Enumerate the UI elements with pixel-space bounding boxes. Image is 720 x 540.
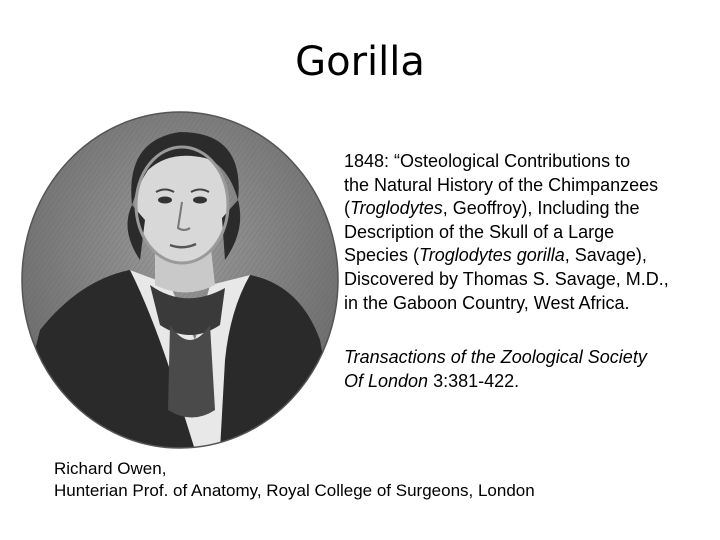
citation-line: (Troglodytes, Geoffroy), Including the [344,198,640,219]
citation-line: Description of the Skull of a Large [344,221,615,242]
citation-line: Discovered by Thomas S. Savage, M.D., [344,268,669,289]
caption-name: Richard Owen, [54,459,167,478]
journal-reference [344,346,716,393]
caption-affiliation: Hunterian Prof. of Anatomy, Royal College of Surgeons, London [54,480,535,500]
citation-line: in the Gaboon Country, West Africa. [344,292,630,313]
citation-line: the Natural History of the Chimpanzees [344,174,659,195]
journal-line: Of London 3:381-422. [344,370,520,391]
portrait-engraving-icon [20,110,340,450]
portrait-caption [54,458,694,501]
citation-line: Species (Troglodytes gorilla, Savage), [344,245,647,266]
citation-line: 1848: “Osteological Contributions to [344,151,631,171]
journal-line: Transactions of the Zoological Society [344,347,647,367]
slide-title: Gorilla [295,39,425,85]
citation-text [344,150,716,315]
